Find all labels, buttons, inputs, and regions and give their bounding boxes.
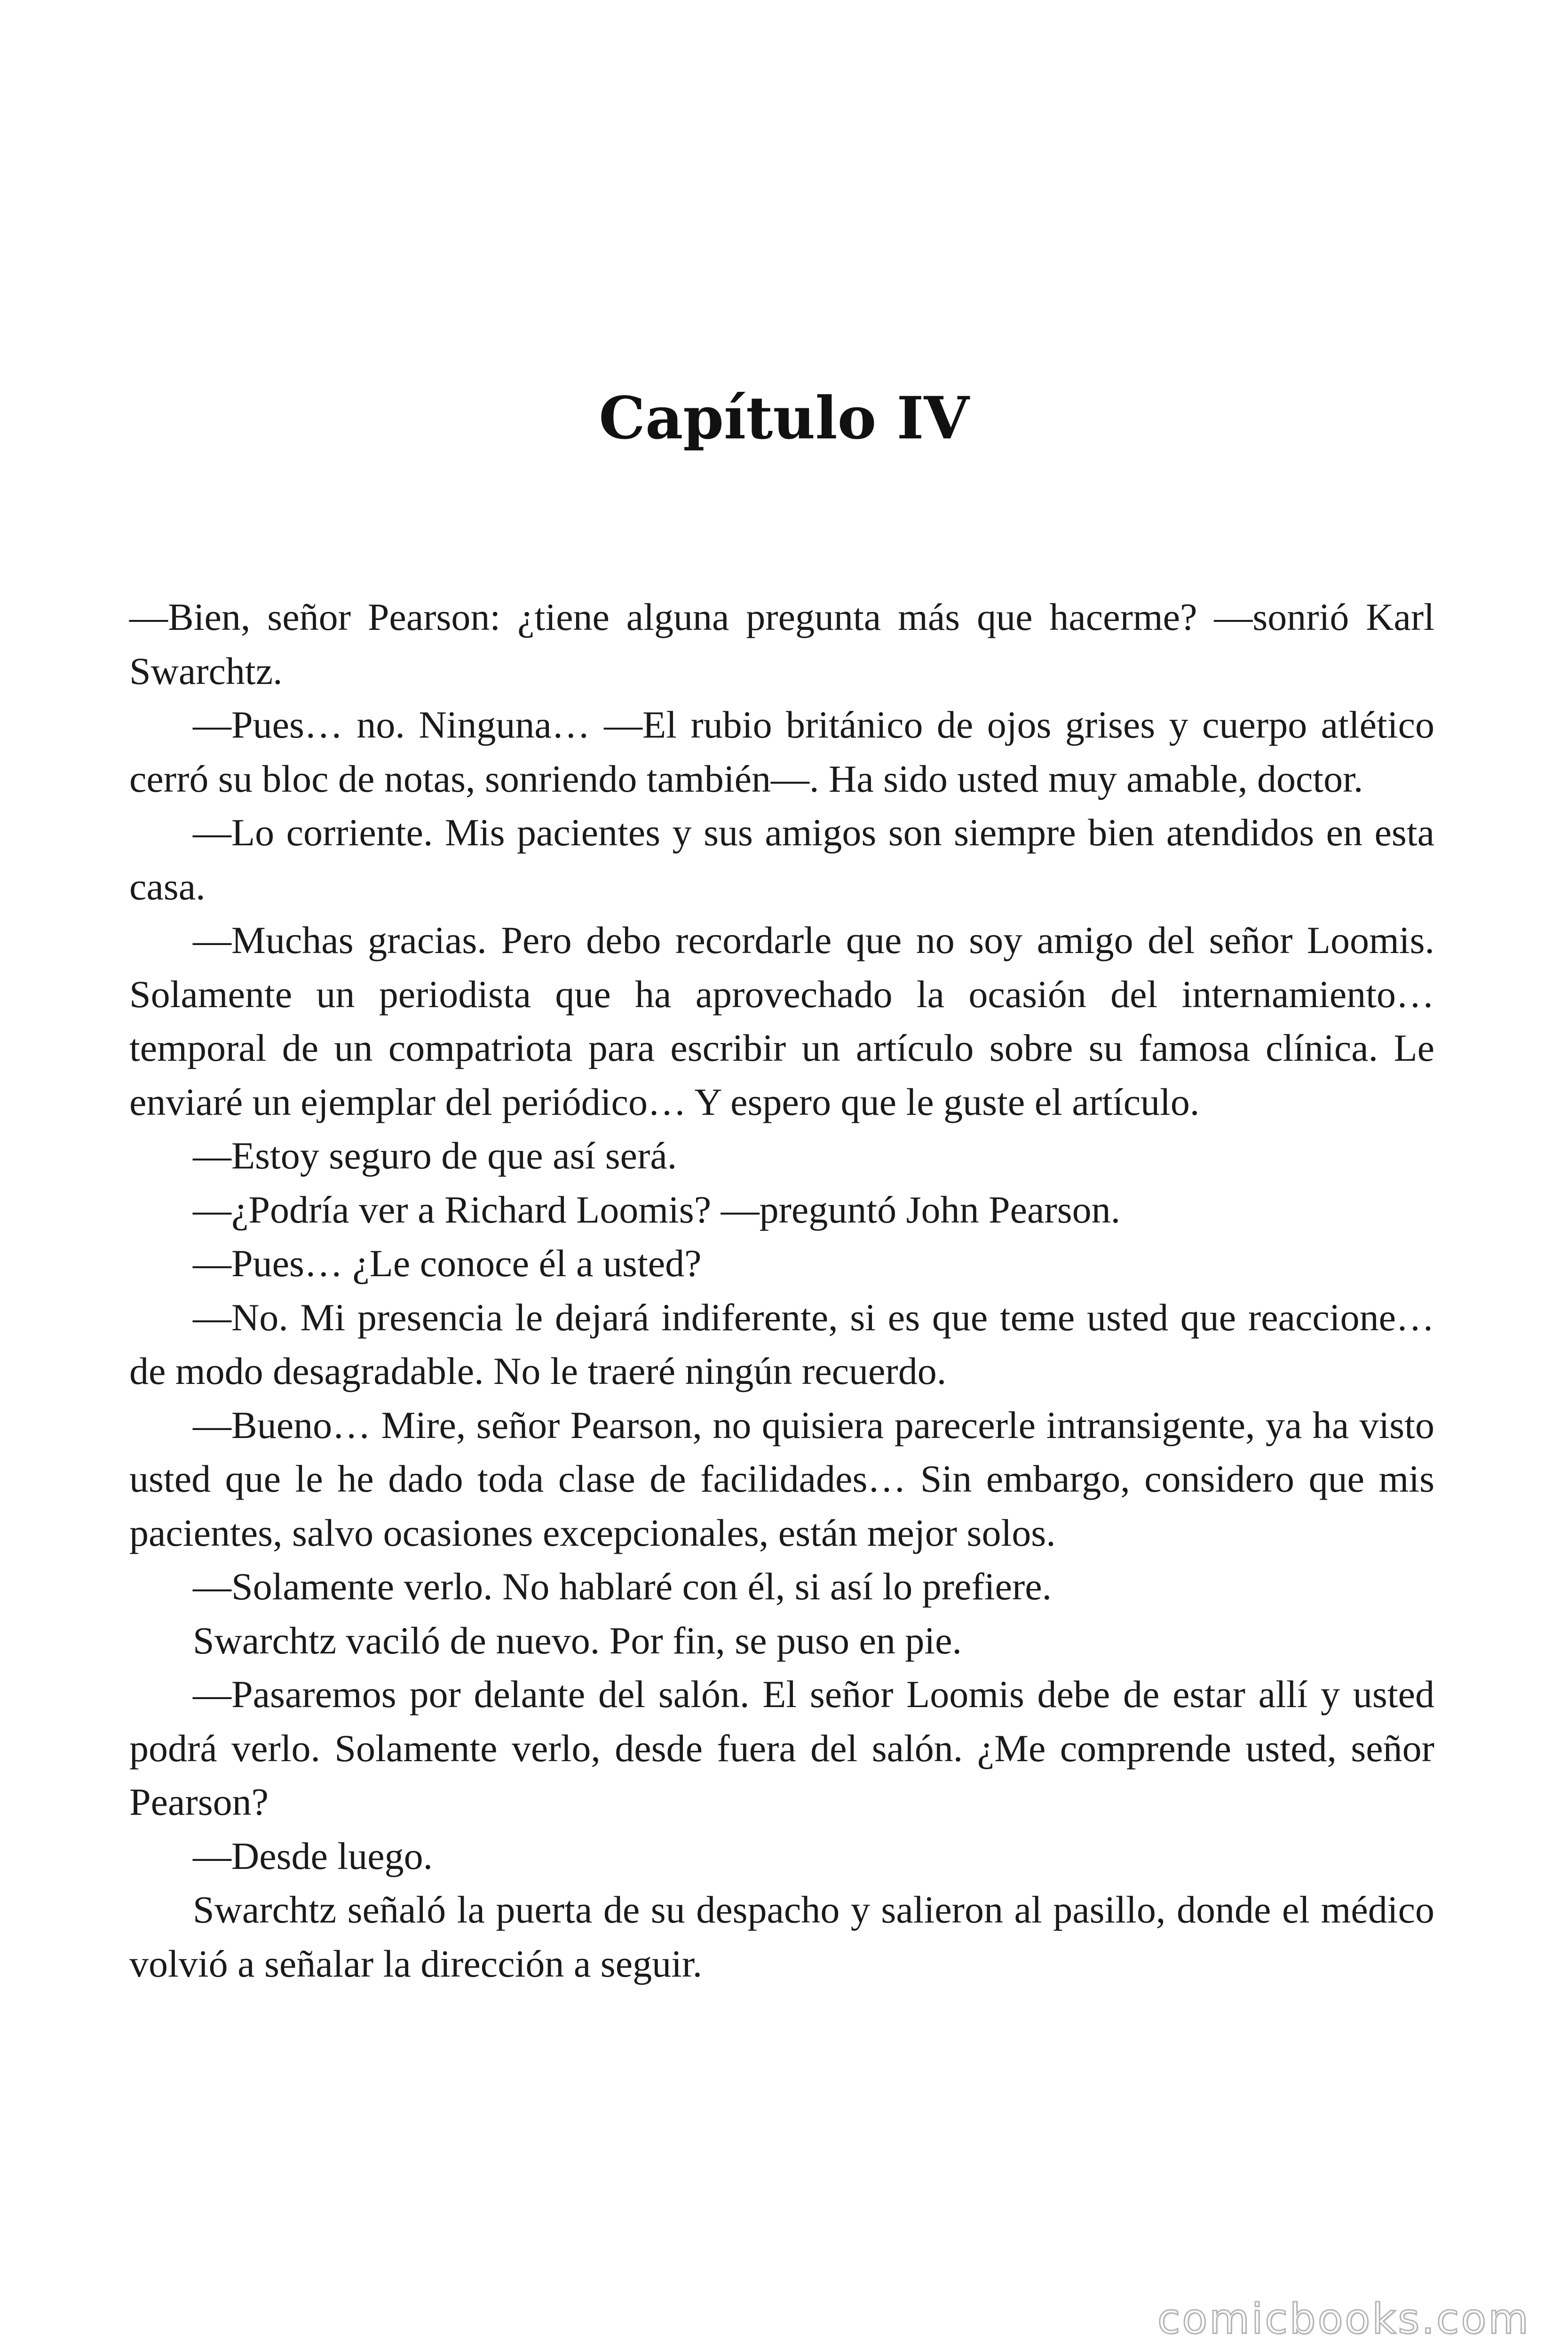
paragraph: —Bien, señor Pearson: ¿tiene alguna pregunta más que hacerme? —sonrió Karl Swarchtz. (129, 596, 1434, 692)
paragraph: —Solamente verlo. No hablaré con él, si así lo prefiere. (193, 1565, 1052, 1608)
paragraph: —Estoy seguro de que así será. (193, 1134, 677, 1177)
paragraph: —¿Podría ver a Richard Loomis? —preguntó John Pearson. (193, 1188, 1121, 1231)
chapter-title: Capítulo IV (599, 384, 969, 453)
paragraph: Swarchtz señaló la puerta de su despacho y salieron al pasillo, donde el médico volvió a señalar la dirección a seguir. (129, 1888, 1434, 1985)
paragraph: —Lo corriente. Mis pacientes y sus amigos son siempre bien atendidos en esta casa. (129, 811, 1434, 908)
paragraph: Swarchtz vaciló de nuevo. Por fin, se puso en pie. (193, 1619, 962, 1662)
paragraph: —No. Mi presencia le dejará indiferente, si es que teme usted que reaccione… de modo desagradable. No le traeré ningún recuerdo. (129, 1295, 1434, 1392)
paragraph: —Pasaremos por delante del salón. El señor Loomis debe de estar allí y usted podrá verlo. Solamente verlo, desde fuera del salón. ¿Me comprende usted, señor Pearson? (129, 1673, 1434, 1823)
paragraph: —Desde luego. (193, 1834, 433, 1877)
watermark: comicbooks.com (1157, 2295, 1530, 2343)
chapter-body (129, 590, 1434, 1991)
paragraph: —Muchas gracias. Pero debo recordarle que no soy amigo del señor Loomis. Solamente un periodista que ha aprovechado la ocasión del internamiento… temporal de un compatriota para escribir un artículo sobre su famosa clínica. Le enviaré un ejemplar del periódico… Y espero que le guste el artículo. (129, 919, 1434, 1123)
paragraph: —Pues… no. Ninguna… —El rubio británico de ojos grises y cuerpo atlético cerró su bloc de notas, sonriendo también—. Ha sido usted muy amable, doctor. (129, 703, 1434, 800)
paragraph: —Bueno… Mire, señor Pearson, no quisiera parecerle intransigente, ya ha visto usted que le he dado toda clase de facilidades… Sin embargo, considero que mis pacientes, salvo ocasiones excepcionales, están mejor solos. (129, 1403, 1434, 1554)
paragraph: —Pues… ¿Le conoce él a usted? (193, 1242, 702, 1285)
